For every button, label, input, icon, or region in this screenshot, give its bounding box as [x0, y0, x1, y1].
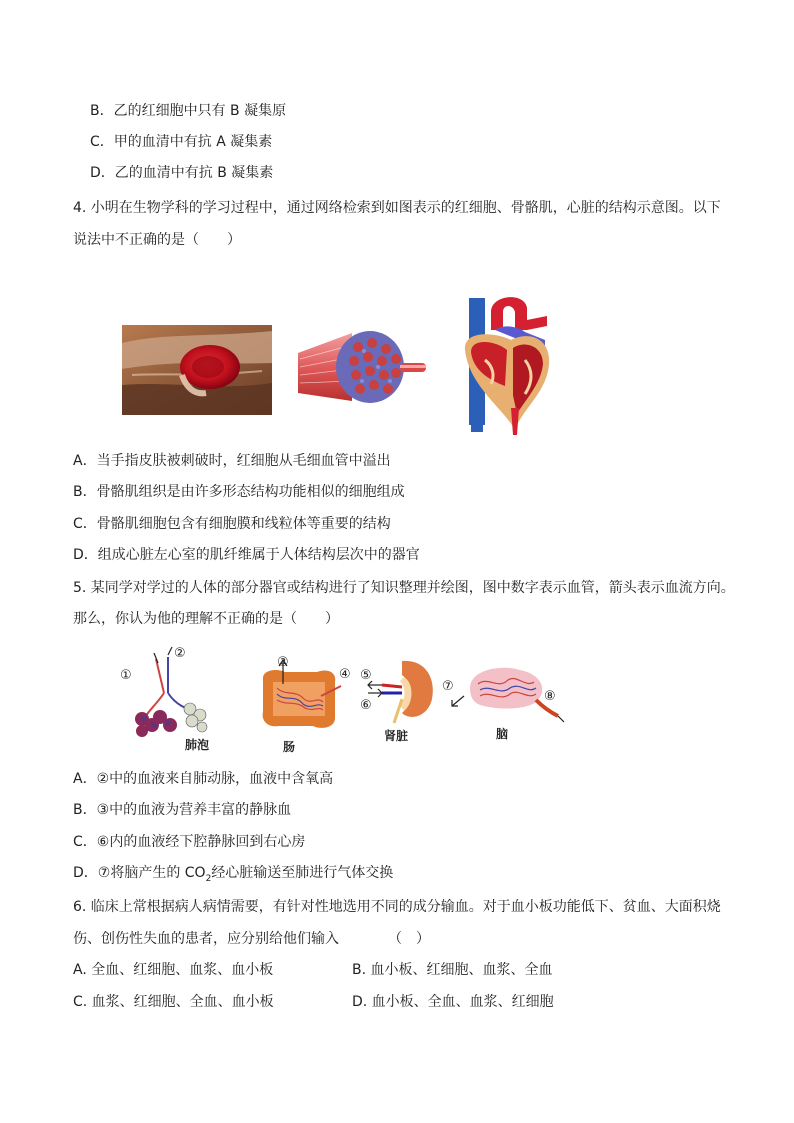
label-n3: ③: [277, 655, 289, 670]
q6-option-c: C. 血浆、红细胞、全血、血小板: [73, 994, 274, 1010]
q6-option-a: A. 全血、红细胞、血浆、血小板: [73, 962, 274, 978]
label-n7: ⑦: [442, 679, 454, 694]
q4-stem-line1: 4. 小明在生物学科的学习过程中，通过网络检索到如图表示的红细胞、骨骼肌，心脏的结构示意图。以下: [73, 200, 721, 216]
label-lung: 肺泡: [185, 738, 210, 752]
label-n5: ⑤: [360, 668, 372, 683]
q5-stem-line2: 那么，你认为他的理解不正确的是（ ）: [73, 611, 339, 627]
q5-option-a: A．②中的血液来自肺动脉，血液中含氧高: [73, 771, 334, 787]
q5-option-d-pre: D．⑦将脑产生的 CO: [73, 865, 206, 881]
label-n8: ⑧: [544, 689, 556, 704]
skeletal-muscle-image: [292, 323, 432, 411]
label-n4: ④: [339, 667, 351, 682]
label-brain: 脑: [496, 727, 509, 741]
alveoli-diagram: [120, 645, 225, 737]
label-intestine: 肠: [283, 740, 296, 754]
q4-option-a: A．当手指皮肤被刺破时，红细胞从毛细血管中溢出: [73, 453, 391, 469]
intestine-diagram: [255, 652, 360, 736]
q5-stem-line1: 5. 某同学对学过的人体的部分器官或结构进行了知识整理并绘图，图中数字表示血管，箭头表示血流方向。: [73, 580, 735, 596]
q6-option-b: B. 血小板、红细胞、血浆、全血: [352, 962, 553, 978]
q5-option-d-post: 经心脏输送至肺进行气体交换: [211, 865, 394, 881]
q5-option-b: B．③中的血液为营养丰富的静脉血: [73, 802, 292, 818]
label-n6: ⑥: [360, 698, 372, 713]
label-kidney: 肾脏: [384, 729, 409, 743]
q3-option-d: D．乙的血清中有抗 B 凝集素: [90, 165, 274, 181]
label-n1: ①: [120, 668, 132, 683]
label-n2: ②: [174, 646, 186, 661]
red-blood-cell-image: [122, 325, 272, 415]
q4-option-d: D．组成心脏左心室的肌纤维属于人体结构层次中的器官: [73, 547, 420, 563]
q5-option-d: [73, 863, 393, 889]
q3-option-b: B．乙的红细胞中只有 B 凝集原: [90, 103, 287, 119]
q3-option-c: C．甲的血清中有抗 A 凝集素: [90, 134, 273, 150]
q4-stem-line2: 说法中不正确的是（ ）: [73, 232, 241, 248]
brain-diagram: [440, 660, 565, 724]
q4-option-b: B．骨骼肌组织是由许多形态结构功能相似的细胞组成: [73, 484, 405, 500]
q5-option-d-sub: 2: [205, 873, 212, 884]
q6-stem-line1: 6. 临床上常根据病人病情需要，有针对性地选用不同的成分输血。对于血小板功能低下、贫血、大面积烧: [73, 899, 721, 915]
q6-stem-line2: 伤、创伤性失血的患者，应分别给他们输入 （ ）: [73, 931, 430, 947]
q5-option-c: C．⑥内的血液经下腔静脉回到右心房: [73, 834, 306, 850]
q4-option-c: C．骨骼肌细胞包含有细胞膜和线粒体等重要的结构: [73, 516, 391, 532]
kidney-diagram: [360, 655, 440, 725]
heart-image: [455, 290, 555, 435]
q6-option-d: D. 血小板、全血、血浆、红细胞: [352, 994, 554, 1010]
